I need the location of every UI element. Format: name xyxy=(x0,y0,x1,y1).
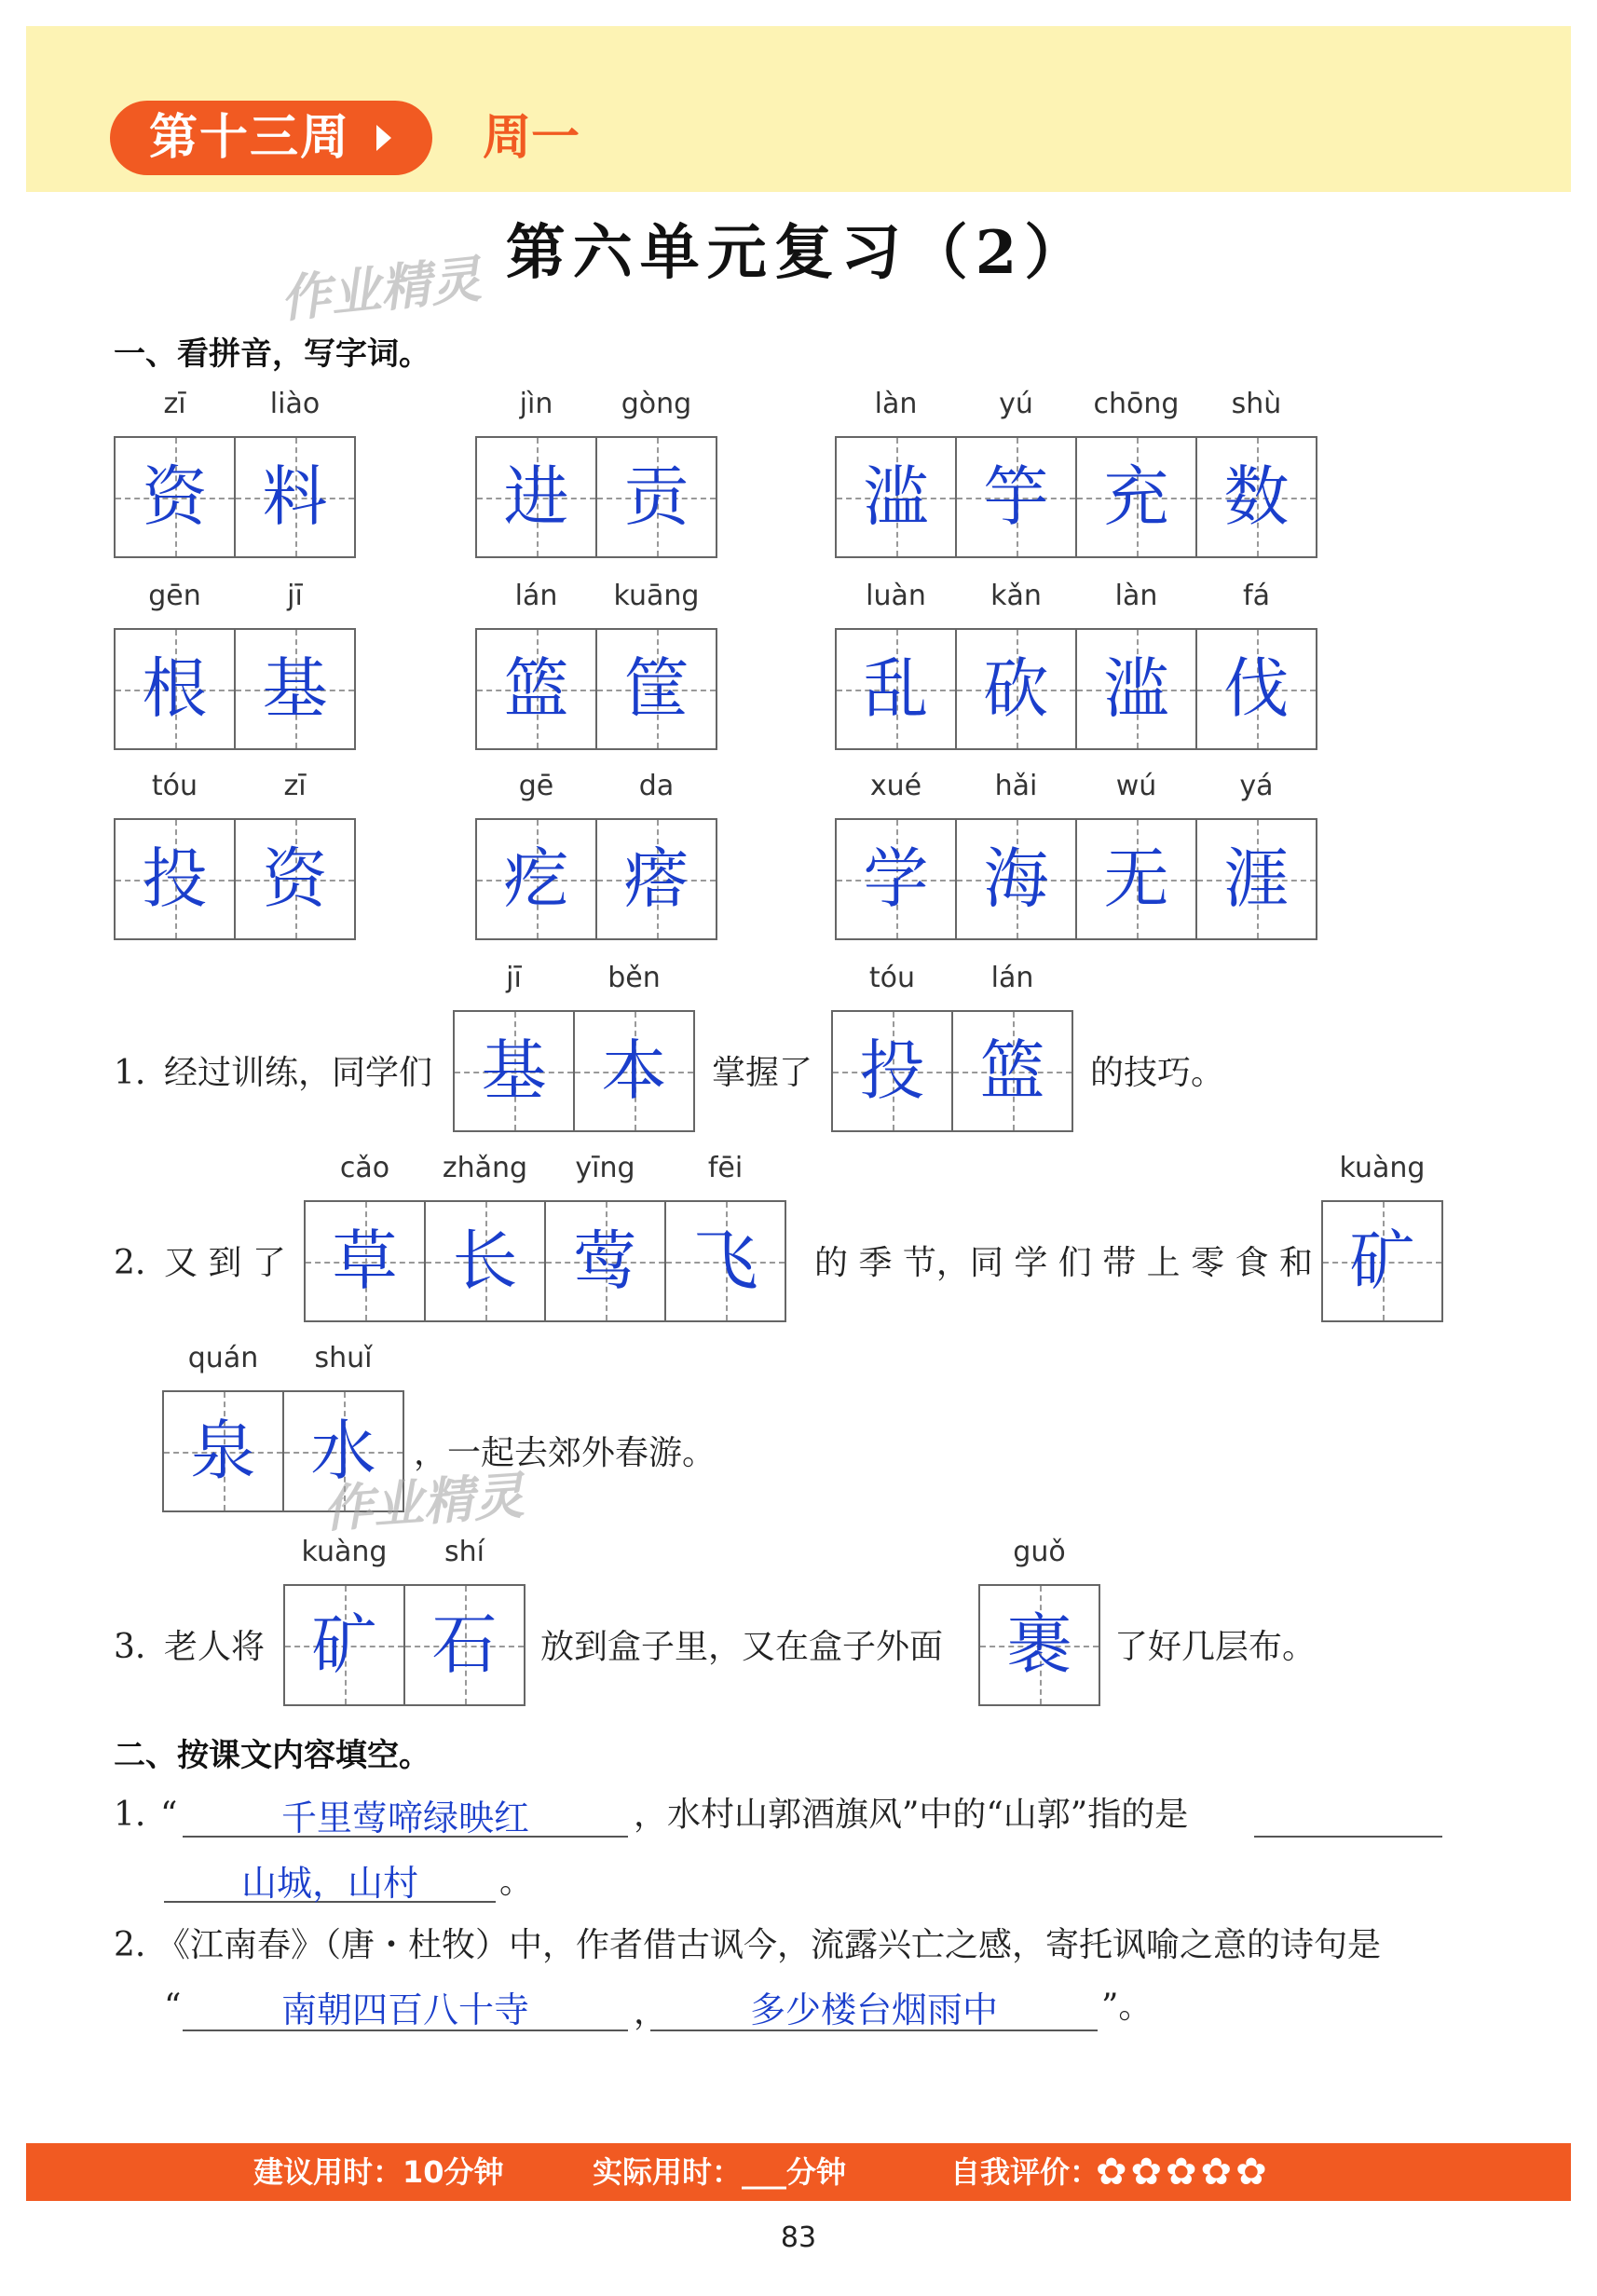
handwritten-char: 瘩 xyxy=(623,840,689,917)
s3-number: 3. xyxy=(114,1628,146,1666)
self-eval-label: 自我评价： xyxy=(950,2154,1100,2190)
handwritten-char: 滥 xyxy=(1103,650,1169,727)
char-box[interactable] xyxy=(835,388,957,558)
char-box[interactable] xyxy=(835,580,957,750)
s1-after: 的技巧。 xyxy=(1090,1054,1225,1092)
week-badge: 第十三周 xyxy=(110,101,432,175)
handwritten-char: 本 xyxy=(601,1032,667,1109)
s3-mid: 放到盒子里，又在盒子外面 xyxy=(540,1628,944,1666)
watermark: 作业精灵 xyxy=(277,249,485,330)
section2-heading: 二、按课文内容填空。 xyxy=(114,1737,430,1774)
pinyin-label: quán xyxy=(187,1342,259,1374)
watermark-2: 作业精灵 xyxy=(321,1466,526,1539)
q1-answer2: 山城，山村 xyxy=(240,1863,418,1904)
q1-end: 。 xyxy=(499,1863,534,1901)
handwritten-char: 投 xyxy=(859,1032,925,1109)
pinyin-label: kuāng xyxy=(613,580,700,612)
char-box[interactable] xyxy=(475,580,597,750)
q1-open-quote: “ xyxy=(160,1796,178,1834)
q1-blank2[interactable] xyxy=(164,1854,496,1903)
pinyin-label: làn xyxy=(1114,580,1158,612)
handwritten-char: 涯 xyxy=(1223,840,1290,917)
char-box[interactable] xyxy=(475,770,597,940)
handwritten-char: 砍 xyxy=(983,650,1049,727)
page-number: 83 xyxy=(780,2221,817,2254)
handwritten-char: 数 xyxy=(1223,458,1290,535)
pinyin-label: shí xyxy=(444,1536,485,1568)
char-box[interactable] xyxy=(544,1152,666,1322)
s2-box2 xyxy=(1321,1152,1443,1322)
handwritten-char: 裹 xyxy=(1006,1606,1072,1683)
q2-blank1[interactable] xyxy=(183,1981,628,2031)
handwritten-char: 竽 xyxy=(983,458,1049,535)
pinyin-label: jìn xyxy=(519,388,553,420)
q2-answer2: 多少楼台烟雨中 xyxy=(749,1989,998,2030)
handwritten-char: 学 xyxy=(863,840,929,917)
handwritten-char: 伐 xyxy=(1223,650,1290,727)
s2-box3 xyxy=(162,1342,404,1512)
handwritten-char: 进 xyxy=(503,458,569,535)
char-box[interactable] xyxy=(1075,580,1197,750)
handwritten-char: 篮 xyxy=(979,1032,1045,1109)
q1-blank2-line[interactable] xyxy=(1254,1789,1442,1838)
handwritten-char: 筐 xyxy=(623,650,689,727)
handwritten-char: 基 xyxy=(481,1032,547,1109)
word-group xyxy=(114,580,356,750)
s2-mid: 的 季 节，同 学 们 带 上 零 食 和 xyxy=(814,1244,1313,1282)
pinyin-label: kuàng xyxy=(1339,1152,1426,1184)
handwritten-char: 充 xyxy=(1103,458,1169,535)
word-group xyxy=(114,770,356,940)
char-box[interactable] xyxy=(234,580,356,750)
s2-after: ，一起去郊外春游。 xyxy=(414,1434,717,1472)
handwritten-char: 无 xyxy=(1103,840,1169,917)
char-box[interactable] xyxy=(595,770,717,940)
handwritten-char: 矿 xyxy=(311,1606,377,1683)
word-group xyxy=(835,388,1317,558)
pinyin-label: jī xyxy=(287,580,303,612)
pinyin-label: chōng xyxy=(1093,388,1180,420)
pinyin-label: hǎi xyxy=(994,770,1038,802)
pinyin-label: yá xyxy=(1239,770,1274,802)
pinyin-label: fá xyxy=(1243,580,1270,612)
word-group xyxy=(835,580,1317,750)
pinyin-label: yú xyxy=(999,388,1033,420)
s1-before: 经过训练，同学们 xyxy=(164,1054,433,1092)
pinyin-label: liào xyxy=(269,388,321,420)
handwritten-char: 篮 xyxy=(503,650,569,727)
word-group xyxy=(475,580,717,750)
s2-before: 又 到 了 xyxy=(164,1244,286,1282)
pinyin-label: guǒ xyxy=(1013,1536,1066,1568)
char-box[interactable] xyxy=(282,1342,404,1512)
q1-blank1[interactable] xyxy=(183,1789,628,1838)
s2-box1 xyxy=(304,1152,786,1322)
pinyin-label: wú xyxy=(1115,770,1157,802)
actual-time: 实际用时：___分钟 xyxy=(593,2154,847,2190)
pinyin-label: gē xyxy=(518,770,554,802)
handwritten-char: 基 xyxy=(262,650,328,727)
char-box[interactable] xyxy=(475,388,597,558)
s3-before: 老人将 xyxy=(164,1628,266,1666)
pinyin-label: běn xyxy=(607,962,661,994)
pinyin-label: kǎn xyxy=(990,580,1042,612)
pinyin-label: cǎo xyxy=(339,1152,390,1184)
pinyin-label: tóu xyxy=(151,770,198,802)
pinyin-label: shuǐ xyxy=(314,1342,373,1374)
pinyin-label: zī xyxy=(283,770,307,802)
s1-box1 xyxy=(453,962,695,1132)
handwritten-char: 资 xyxy=(142,458,208,535)
char-box[interactable] xyxy=(595,388,717,558)
char-box[interactable] xyxy=(1321,1152,1443,1322)
char-box[interactable] xyxy=(162,1342,284,1512)
s3-box2 xyxy=(978,1536,1100,1706)
char-box[interactable] xyxy=(955,770,1077,940)
char-box[interactable] xyxy=(978,1536,1100,1706)
char-box[interactable] xyxy=(831,962,953,1132)
char-box[interactable] xyxy=(1195,770,1317,940)
char-box[interactable] xyxy=(835,770,957,940)
pinyin-label: làn xyxy=(874,388,918,420)
pinyin-label: gēn xyxy=(148,580,201,612)
suggested-time: 建议用时：10分钟 xyxy=(253,2154,504,2190)
handwritten-char: 投 xyxy=(142,840,208,917)
handwritten-char: 长 xyxy=(452,1223,518,1299)
char-box[interactable] xyxy=(114,770,236,940)
handwritten-char: 飞 xyxy=(692,1223,758,1299)
handwritten-char: 水 xyxy=(310,1413,376,1489)
char-box[interactable] xyxy=(1195,388,1317,558)
rating-stars-icon[interactable]: ✿✿✿✿✿ xyxy=(1096,2151,1271,2194)
day-label: 周一 xyxy=(483,110,580,166)
q2-text: 《江南春》（唐・杜牧）中，作者借古讽今，流露兴亡之感，寄托讽喻之意的诗句是 xyxy=(157,1926,1382,1964)
q2-answer1: 南朝四百八十寺 xyxy=(280,1989,529,2030)
pinyin-label: yīng xyxy=(575,1152,635,1184)
word-group xyxy=(114,388,356,558)
handwritten-char: 资 xyxy=(262,840,328,917)
char-box[interactable] xyxy=(1075,388,1197,558)
char-box[interactable] xyxy=(114,580,236,750)
q1-answer1: 千里莺啼绿映红 xyxy=(280,1797,529,1838)
char-box[interactable] xyxy=(453,962,575,1132)
pinyin-label: luàn xyxy=(866,580,926,612)
char-box[interactable] xyxy=(573,962,695,1132)
handwritten-char: 料 xyxy=(262,458,328,535)
pinyin-label: kuàng xyxy=(301,1536,388,1568)
pinyin-label: shù xyxy=(1231,388,1282,420)
handwritten-char: 滥 xyxy=(863,458,929,535)
badge-arrow-icon xyxy=(376,125,391,151)
pinyin-label: lán xyxy=(514,580,558,612)
handwritten-char: 疙 xyxy=(503,840,569,917)
char-box[interactable] xyxy=(304,1152,426,1322)
q2-comma: ， xyxy=(634,1993,668,2031)
q2-blank2[interactable] xyxy=(650,1981,1098,2031)
handwritten-char: 莺 xyxy=(572,1223,638,1299)
handwritten-char: 乱 xyxy=(863,650,929,727)
pinyin-label: fēi xyxy=(707,1152,744,1184)
char-box[interactable] xyxy=(283,1536,405,1706)
handwritten-char: 石 xyxy=(431,1606,498,1683)
page-title: 第六单元复习（2） xyxy=(505,218,1092,288)
s1-number: 1. xyxy=(114,1054,146,1092)
section1-heading: 一、看拼音，写字词。 xyxy=(114,335,430,373)
word-group xyxy=(475,770,717,940)
char-box[interactable] xyxy=(1195,580,1317,750)
char-box[interactable] xyxy=(955,580,1077,750)
s1-mid: 掌握了 xyxy=(712,1054,813,1092)
char-box[interactable] xyxy=(595,580,717,750)
char-box[interactable] xyxy=(424,1152,546,1322)
char-box[interactable] xyxy=(403,1536,526,1706)
char-box[interactable] xyxy=(234,388,356,558)
handwritten-char: 海 xyxy=(983,840,1049,917)
word-group xyxy=(835,770,1317,940)
s3-box1 xyxy=(283,1536,526,1706)
pinyin-label: zī xyxy=(163,388,186,420)
q2-number: 2. xyxy=(114,1926,146,1964)
handwritten-char: 矿 xyxy=(1349,1223,1415,1299)
handwritten-char: 草 xyxy=(332,1223,398,1299)
char-box[interactable] xyxy=(234,770,356,940)
q2-open-quote: “ xyxy=(164,1988,182,2026)
char-box[interactable] xyxy=(664,1152,786,1322)
char-box[interactable] xyxy=(955,388,1077,558)
handwritten-char: 根 xyxy=(142,650,208,727)
char-box[interactable] xyxy=(951,962,1073,1132)
s1-box2 xyxy=(831,962,1073,1132)
char-box[interactable] xyxy=(1075,770,1197,940)
q1-number: 1. xyxy=(114,1796,146,1834)
s2-number: 2. xyxy=(114,1244,146,1282)
pinyin-label: tóu xyxy=(868,962,916,994)
handwritten-char: 贡 xyxy=(623,458,689,535)
pinyin-label: da xyxy=(638,770,675,802)
q1-text: ，水村山郭酒旗风”中的“山郭”指的是 xyxy=(634,1796,1189,1834)
q2-end: ”。 xyxy=(1101,1988,1153,2026)
word-group xyxy=(475,388,717,558)
pinyin-label: jī xyxy=(506,962,522,994)
s3-after: 了好几层布。 xyxy=(1114,1628,1317,1666)
char-box[interactable] xyxy=(114,388,236,558)
pinyin-label: xué xyxy=(869,770,922,802)
handwritten-char: 泉 xyxy=(190,1413,256,1489)
pinyin-label: gòng xyxy=(621,388,692,420)
pinyin-label: zhǎng xyxy=(442,1152,528,1184)
pinyin-label: lán xyxy=(990,962,1034,994)
